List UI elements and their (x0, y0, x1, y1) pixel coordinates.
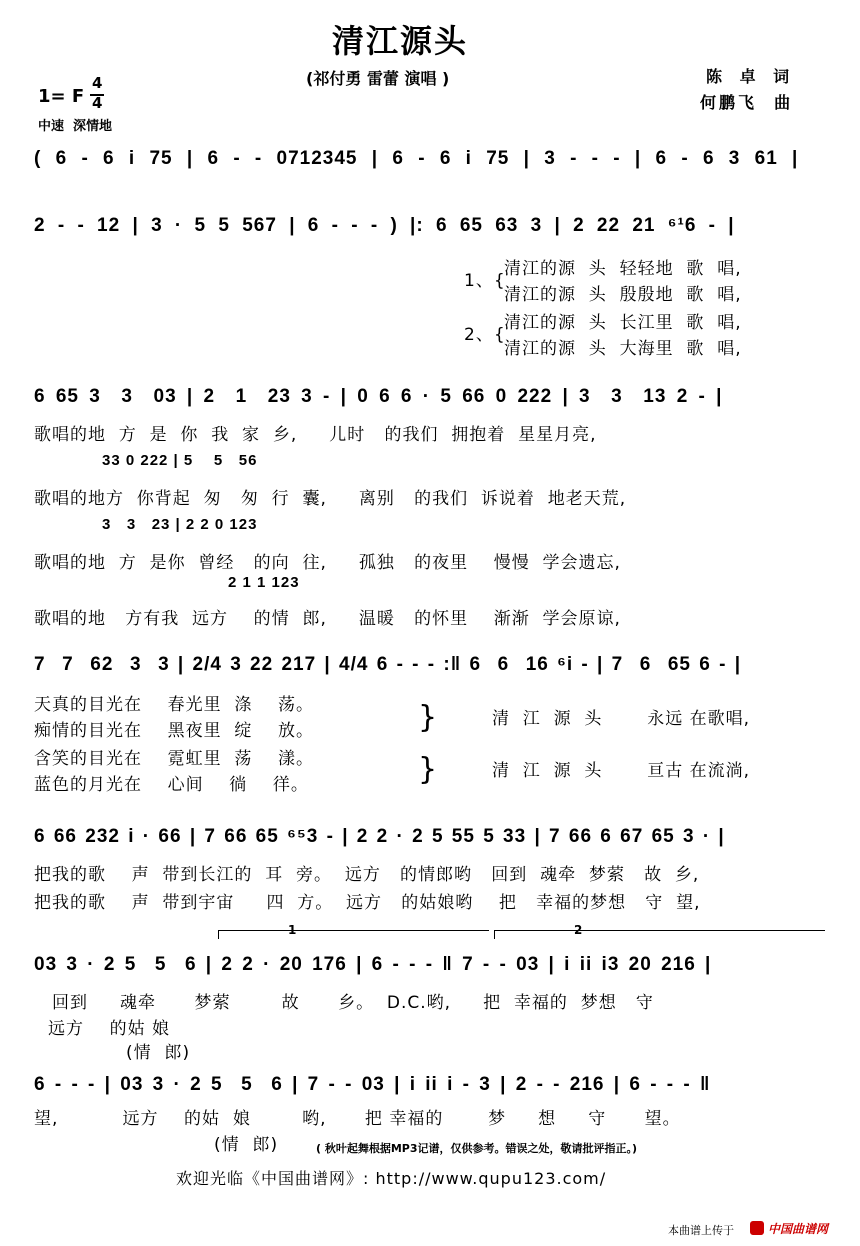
site-footer: 欢迎光临《中国曲谱网》: http://www.qupu123.com/ (176, 1169, 607, 1188)
tempo-marking: 中速 深情地 (38, 119, 113, 134)
row-7-lyric-a: 望, 远方 的姑 娘 哟, 把 幸福的 梦 想 守 望。 (34, 1109, 681, 1129)
uploader-text: 本曲谱上传于 (668, 1224, 734, 1237)
row-6-lyric-b: 远方 的姑 娘 (48, 1019, 171, 1039)
volta-1-line (218, 930, 489, 939)
verse-1-line-b: 清江的源 头 殷殷地 歌 唱, (504, 285, 742, 305)
verse-mark-1: 1、{ (464, 271, 506, 291)
row-4-brace-2: } (418, 752, 439, 787)
key-signature: 1= F (38, 86, 85, 107)
row-4-lyric-a: 天真的目光在 春光里 涤 荡。 (34, 695, 315, 715)
row-4-refrain-2: 清 江 源 头 亘古 在流淌, (492, 761, 751, 781)
staff-row-3-var-c: 3 3 23 | 2 2 0 123 (102, 516, 258, 533)
row-3-lyric-c: 歌唱的地 方 是你 曾经 的向 往, 孤独 的夜里 慢慢 学会遗忘, (34, 553, 621, 573)
row-5-lyric-b: 把我的歌 声 带到宇宙 四 方。 远方 的姑娘哟 把 幸福的梦想 守 望, (34, 893, 701, 913)
row-4-lyric-c: 含笑的目光在 霓虹里 荡 漾。 (34, 749, 315, 769)
staff-row-2: 2 - - 12 | 3 · 5 5 567 | 6 - - - ) |: 6 65 63 3 | 2 22 21 ⁶¹6 - | (34, 215, 735, 236)
transcription-note: ( 秋叶起舞根据MP3记谱，仅供参考。错误之处，敬请批评指正。) (316, 1142, 638, 1155)
row-4-lyric-b: 痴情的目光在 黑夜里 绽 放。 (34, 721, 315, 741)
row-3-lyric-b: 歌唱的地方 你背起 匆 匆 行 囊, 离别 的我们 诉说着 地老天荒, (34, 489, 627, 509)
staff-row-3-var-b: 33 0 222 | 5 5 56 (102, 452, 258, 469)
row-3-lyric-a: 歌唱的地 方 是 你 我 家 乡, 儿时 的我们 拥抱着 星星月亮, (34, 425, 597, 445)
volta-2-line (494, 930, 825, 939)
verse-1-line-a: 清江的源 头 轻轻地 歌 唱, (504, 259, 742, 279)
site-logo: 中国曲谱网 (768, 1222, 829, 1236)
verse-mark-2: 2、{ (464, 325, 506, 345)
row-5-lyric-a: 把我的歌 声 带到长江的 耳 旁。 远方 的情郎哟 回到 魂牵 梦萦 故 乡, (34, 865, 700, 885)
staff-row-3: 6 65 3 3 03 | 2 1 23 3 - | 0 6 6 · 5 66 0 222 | 3 3 13 2 - | (34, 386, 723, 407)
time-signature-top: 4 (92, 74, 103, 92)
row-4-refrain-1: 清 江 源 头 永远 在歌唱, (492, 709, 751, 729)
performers: (祁付勇 雷蕾 演唱 ) (306, 69, 450, 88)
row-7-lyric-b: (情 郎) (214, 1135, 279, 1155)
staff-row-3-var-d: 2 1 1 123 (228, 574, 300, 591)
row-4-brace-1: } (418, 700, 439, 735)
staff-row-1: ( 6 - 6 i 75 | 6 - - 0712345 | 6 - 6 i 75 | 3 - - - | 6 - 6 3 61 | (34, 148, 799, 169)
row-6-lyric-a: 回到 魂牵 梦萦 故 乡。 D.C.哟, 把 幸福的 梦想 守 (52, 993, 654, 1013)
time-signature-bottom: 4 (92, 94, 103, 112)
row-6-lyric-c: (情 郎) (126, 1043, 191, 1063)
row-3-lyric-d: 歌唱的地 方有我 远方 的情 郎, 温暖 的怀里 渐渐 学会原谅, (34, 609, 621, 629)
row-4-lyric-d: 蓝色的月光在 心间 徜 徉。 (34, 775, 309, 795)
staff-row-4: 7 7 62 3 3 | 2/4 3 22 217 | 4/4 6 - - - :‖ 6 6 16 ⁶i - | 7 6 65 6 - | (34, 654, 742, 675)
verse-2-line-a: 清江的源 头 长江里 歌 唱, (504, 313, 742, 333)
volta-2-label: 2 (574, 923, 583, 937)
staff-row-5: 6 66 232 i · 66 | 7 66 65 ⁶⁵3 - | 2 2 · 2 5 55 5 33 | 7 66 6 67 65 3 · | (34, 826, 725, 847)
verse-2-line-b: 清江的源 头 大海里 歌 唱, (504, 339, 742, 359)
volta-1-label: 1 (288, 923, 297, 937)
lyricist-credit: 陈 卓 词 (706, 67, 796, 86)
staff-row-7: 6 - - - | 03 3 · 2 5 5 6 | 7 - - 03 | i ii i - 3 | 2 - - 216 | 6 - - - ‖ (34, 1074, 711, 1095)
logo-icon (750, 1221, 764, 1235)
staff-row-6: 03 3 · 2 5 5 6 | 2 2 · 20 176 | 6 - - - ‖ 7 - - 03 | i ii i3 20 216 | (34, 954, 712, 975)
composer-credit: 何鹏飞 曲 (700, 93, 794, 112)
song-title: 清江源头 (332, 22, 469, 60)
